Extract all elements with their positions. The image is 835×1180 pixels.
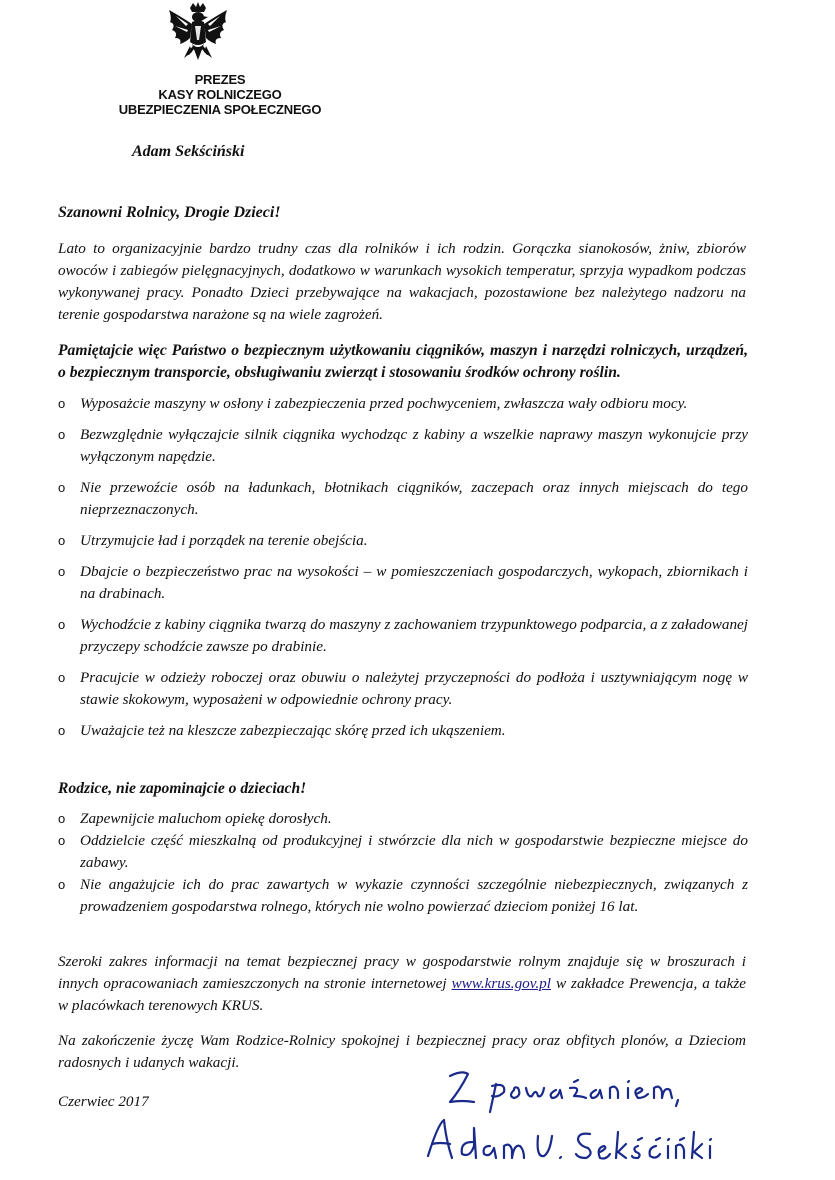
children-heading: Rodzice, nie zapominajcie o dzieciach! — [58, 780, 307, 797]
greeting: Szanowni Rolnicy, Drogie Dzieci! — [58, 204, 281, 221]
list-item: o Wyposażcie maszyny w osłony i zabezpieczenia przed pochwyceniem, zwłaszcza wały odbioru mocy. — [58, 393, 748, 415]
list-item: o Zapewnijcie maluchom opiekę dorosłych. — [58, 808, 748, 830]
children-list — [58, 808, 748, 918]
list-item: o Pracujcie w odzieży roboczej oraz obuwiu o należytej przyczepności do podłoża i usztywniającym nogę w stawie skokowym, wyposażeni w odpowiednie ochrony pracy. — [58, 669, 748, 708]
bullet-icon: o — [58, 396, 66, 411]
bullet-icon: o — [58, 617, 66, 632]
bullet-icon: o — [58, 480, 66, 495]
list-item: o Dbajcie o bezpieczeństwo prac na wysokości – w pomieszczeniach gospodarczych, wykopach, zbiornikach i na drabinach. — [58, 563, 748, 602]
closing-paragraph: Na zakończenie życzę Wam Rodzice-Rolnicy spokojnej i bezpiecznej pracy oraz obfitych plonów, a Dzieciom radosnych i udanych wakacji. — [58, 1032, 746, 1071]
info-paragraph: Szeroki zakres informacji na temat bezpiecznej pracy w gospodarstwie rolnym znajduje się w broszurach i innych opracowaniach zamieszczonych na stronie internetowej www.krus.gov.pl w zakładce Prewencja, a także w placówkach terenowych KRUS. — [58, 953, 746, 1014]
safety-list — [58, 393, 748, 751]
bullet-icon: o — [58, 533, 66, 548]
bullet-icon: o — [58, 670, 66, 685]
krus-website-link[interactable]: www.krus.gov.pl — [451, 975, 551, 992]
list-item: o Oddzielcie część mieszkalną od produkcyjnej i stwórzcie dla nich w gospodarstwie bezpieczne miejsce do zabawy. — [58, 832, 748, 871]
list-item: o Uważajcie też na kleszcze zabezpieczając skórę przed ich ukąszeniem. — [58, 720, 748, 742]
bullet-icon: o — [58, 811, 66, 826]
list-item: o Nie przewoźcie osób na ładunkach, błotnikach ciągników, zaczepach oraz innych miejscach do tego nieprzeznaczonych. — [58, 479, 748, 518]
emphasis-paragraph: Pamiętajcie więc Państwo o bezpiecznym użytkowaniu ciągników, maszyn i narzędzi rolniczych, urządzeń, o bezpiecznym transporcie, obsługiwaniu zwierząt i stosowaniu środków ochrony roślin. — [58, 342, 748, 381]
list-item: o Nie angażujcie ich do prac zawartych w wykazie czynności szczególnie niebezpiecznych, związanych z prowadzeniem gospodarstwa rolnego, których nie wolno powierzać dzieciom poniżej 16 lat. — [58, 876, 748, 915]
org-line-1: PREZES — [194, 72, 246, 87]
author-name: Adam Sekściński — [132, 143, 245, 160]
bullet-icon: o — [58, 723, 66, 738]
letter-date: Czerwiec 2017 — [58, 1093, 149, 1110]
org-line-3: UBEZPIECZENIA SPOŁECZNEGO — [118, 102, 322, 117]
list-item: o Bezwzględnie wyłączajcie silnik ciągnika wychodząc z kabiny a wszelkie naprawy maszyn wykonujcie przy wyłączonym napędzie. — [58, 426, 748, 465]
bullet-icon: o — [58, 833, 66, 848]
organization-name — [60, 72, 380, 117]
polish-eagle-icon — [166, 2, 230, 72]
list-item: o Wychodźcie z kabiny ciągnika twarzą do maszyny z zachowaniem trzypunktowego podparcia, a z załadowanej przyczepy schodźcie zawsze po drabinie. — [58, 616, 748, 655]
intro-paragraph: Lato to organizacyjnie bardzo trudny czas dla rolników i ich rodzin. Gorączka sianokosów, żniw, zbiorów owoców i zabiegów pielęgnacyjnych, dodatkowo w warunkach wysokich temperatur, sprzyja wypadkom podczas wykonywanej pracy. Ponadto Dzieci przebywające na wakacjach, pozostawione bez należytego nadzoru na terenie gospodarstwa narażone są na wiele zagrożeń. — [58, 240, 746, 323]
org-line-2: KASY ROLNICZEGO — [158, 87, 282, 102]
handwritten-signature — [410, 1062, 740, 1172]
list-item: o Utrzymujcie ład i porządek na terenie obejścia. — [58, 530, 748, 552]
bullet-icon: o — [58, 877, 66, 892]
bullet-icon: o — [58, 564, 66, 579]
bullet-icon: o — [58, 427, 66, 442]
